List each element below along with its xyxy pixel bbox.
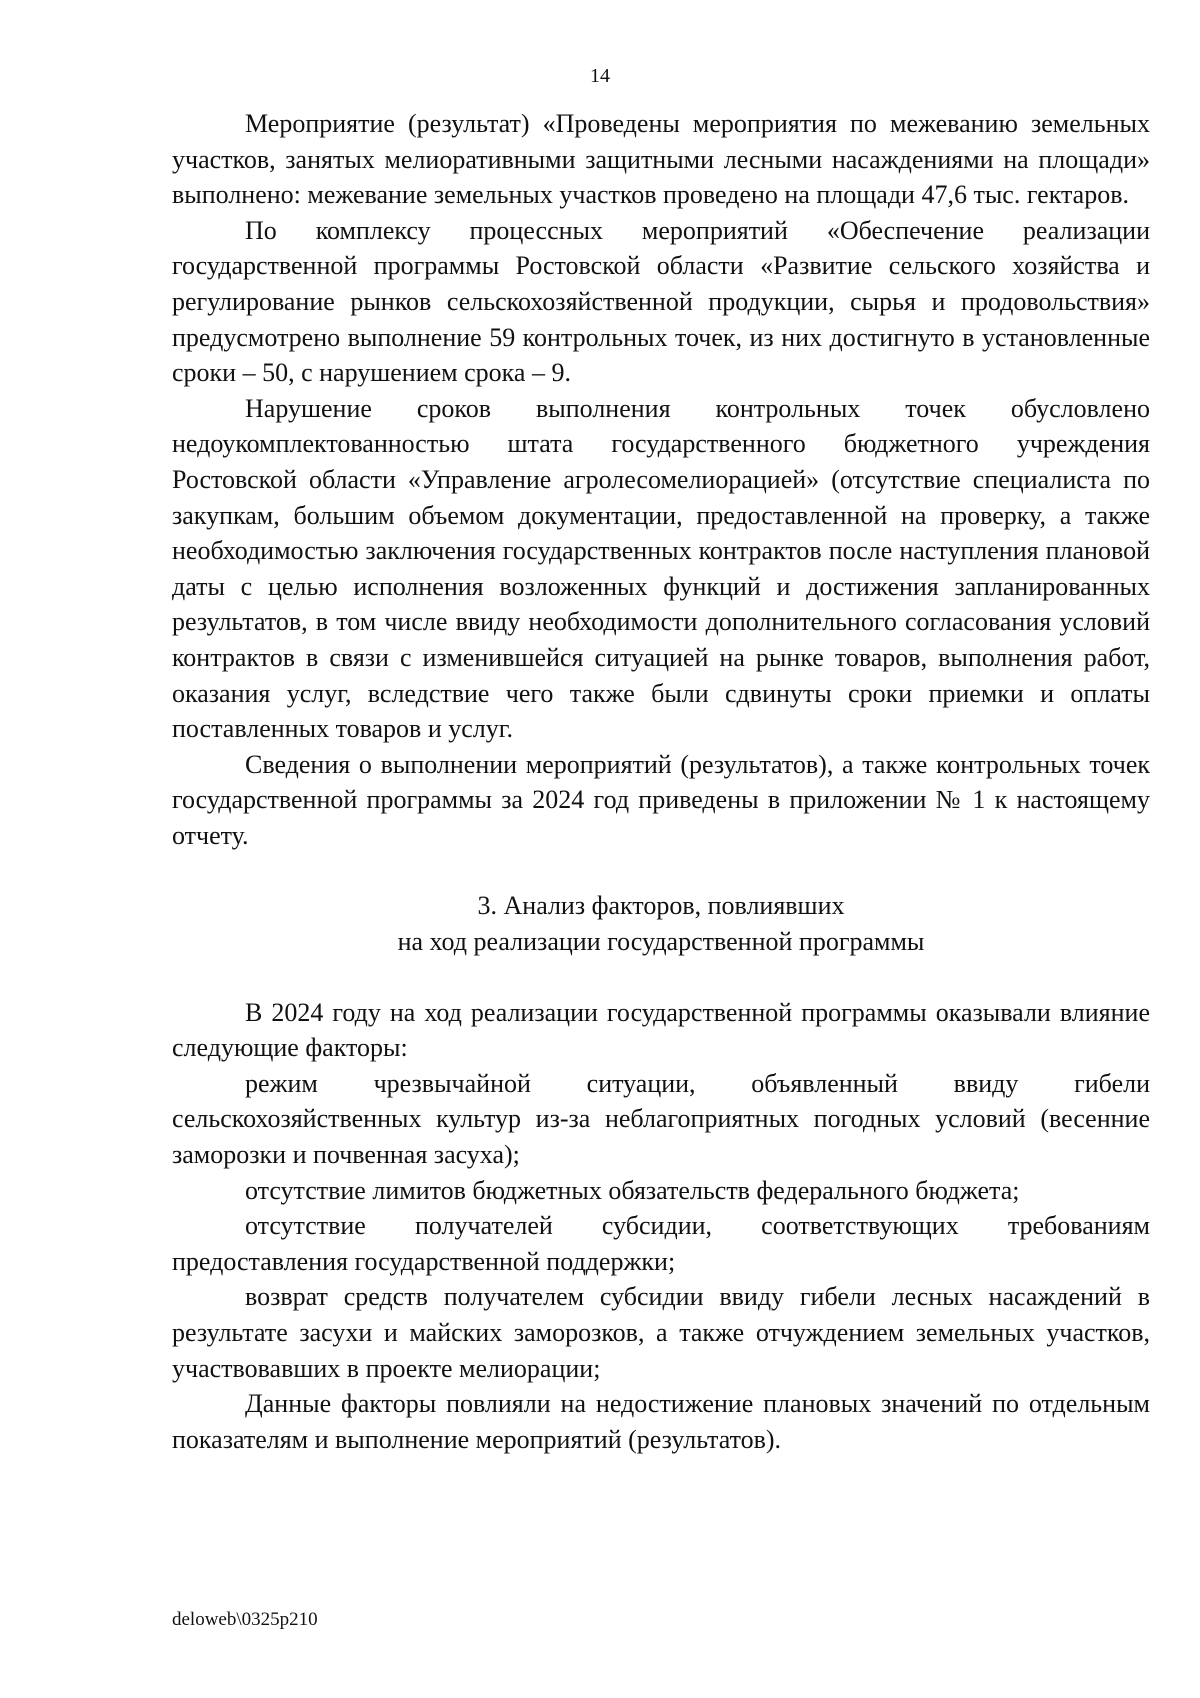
section-heading-line1: 3. Анализ факторов, повлиявших (477, 891, 845, 921)
paragraph-factors-conclusion: Данные факторы повлияли на недостижение плановых значений по отдельным показателям и выполнение мероприятий (результатов). (172, 1389, 1150, 1454)
paragraph-narushenie-srokov: Нарушение сроков выполнения контрольных точек обусловлено недоукомплектованностью штата государственного бюджетного учреждения Ростовской области «Управление агролесомелиорацией» (отсутствие специалиста по закупкам, большим объемом документации, предоставленной на проверку, а также необходимостью заключения государственных контрактов после наступления плановой даты с целью исполнения возложенных функций и достижения запланированных результатов, в том числе ввиду необходимости дополнительного согласования условий контрактов в связи с изменившейся ситуацией на рынке товаров, выполнения работ, оказания услуг, вследствие чего также были сдвинуты сроки приемки и оплаты поставленных товаров и услуг. (172, 393, 1150, 744)
paragraph-factor-recipients: отсутствие получателей субсидии, соответствующих требованиям предоставления государственной поддержки; (172, 1211, 1150, 1276)
paragraph-svedeniya: Сведения о выполнении мероприятий (результатов), а также контрольных точек государственной программы за 2024 год приведены в приложении № 1 к настоящему отчету. (172, 749, 1150, 850)
page-number: 14 (590, 65, 610, 87)
paragraph-kompleks-meropriyatiy: По комплексу процессных мероприятий «Обеспечение реализации государственной программы Ростовской области «Развитие сельского хозяйства и регулирование рынков сельскохозяйственной продукции, сырья и продовольствия» предусмотрено выполнение 59 контрольных точек, из них достигнуто в установленные сроки – 50, с нарушением срока – 9. (172, 215, 1150, 388)
paragraph-factor-limits: отсутствие лимитов бюджетных обязательств федерального бюджета; (245, 1175, 1020, 1205)
footer-document-code: deloweb\0325p210 (172, 1609, 318, 1630)
section-heading-line2: на ход реализации государственной программы (397, 927, 925, 957)
document-body (172, 106, 1150, 1457)
paragraph-factor-refund: возврат средств получателем субсидии ввиду гибели лесных насаждений в результате засухи и майских заморозков, а также отчуждением земельных участков, участвовавших в проекте мелиорации; (172, 1282, 1150, 1383)
paragraph-mezhevanie: Мероприятие (результат) «Проведены мероприятия по межеванию земельных участков, занятых мелиоративными защитными лесными насаждениями на площади» выполнено: межевание земельных участков проведено на площади 47,6 тыс. гектаров. (172, 109, 1150, 210)
section-heading (172, 888, 1150, 959)
paragraph-factors-intro: В 2024 году на ход реализации государственной программы оказывали влияние следующие факторы: (172, 997, 1150, 1063)
paragraph-factor-emergency: режим чрезвычайной ситуации, объявленный ввиду гибели сельскохозяйственных культур из-за неблагоприятных погодных условий (весенние заморозки и почвенная засуха); (172, 1068, 1150, 1170)
